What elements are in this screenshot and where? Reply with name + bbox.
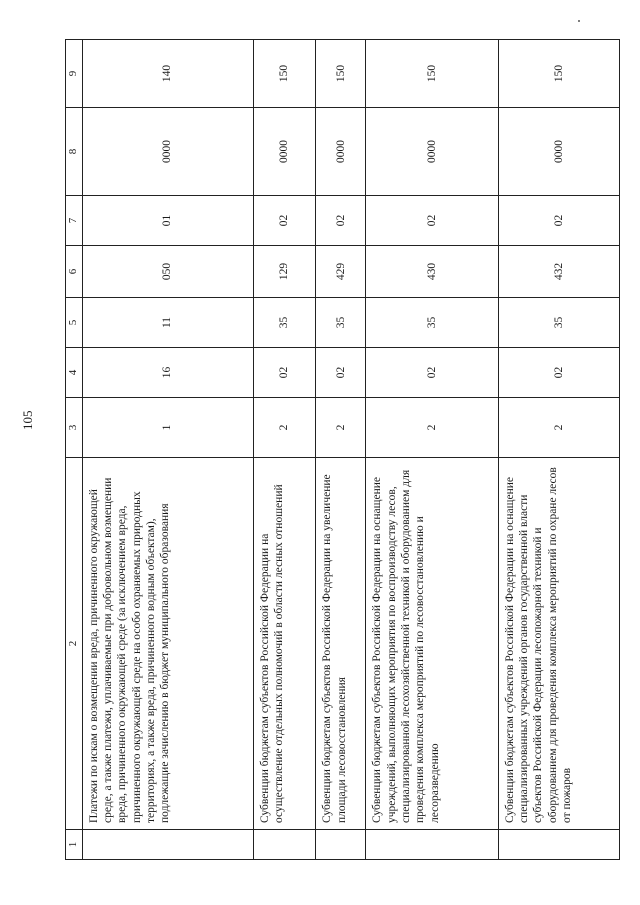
- cell-col9: 150: [316, 40, 366, 108]
- cell-col7: 02: [366, 196, 498, 246]
- cell-col6: 430: [366, 246, 498, 298]
- cell-col6: 432: [498, 246, 619, 298]
- table-header-row: [66, 40, 83, 860]
- cell-col3: 1: [82, 398, 253, 458]
- cell-col4: 02: [366, 348, 498, 398]
- cell-description: Субвенции бюджетам субъектов Российской Федерации на оснащение учреждений, выполняющих мероприятия по воспроизводству лесов, специализированной лесохозяйственной техникой и оборудованием для проведения комплекса мероприятий по лесовосстановлению и лесоразведению: [366, 458, 498, 830]
- cell-col1: [366, 830, 498, 860]
- header-cell: 6: [66, 246, 83, 298]
- header-cell: 3: [66, 398, 83, 458]
- cell-col4: 02: [253, 348, 316, 398]
- cell-col4: 02: [316, 348, 366, 398]
- cell-col9: 140: [82, 40, 253, 108]
- cell-col8: 0000: [253, 108, 316, 196]
- header-cell: 5: [66, 298, 83, 348]
- cell-description: Субвенции бюджетам субъектов Российской Федерации на увеличение площади лесовосстановления: [316, 458, 366, 830]
- table-row: [316, 40, 366, 860]
- table-row: [82, 40, 253, 860]
- cell-col9: 150: [498, 40, 619, 108]
- table-row: [253, 40, 316, 860]
- cell-col4: 16: [82, 348, 253, 398]
- header-cell: 2: [66, 458, 83, 830]
- cell-col9: 150: [366, 40, 498, 108]
- cell-col4: 02: [498, 348, 619, 398]
- header-cell: 4: [66, 348, 83, 398]
- cell-col3: 2: [498, 398, 619, 458]
- header-cell: 1: [66, 830, 83, 860]
- cell-col9: 150: [253, 40, 316, 108]
- cell-col1: [316, 830, 366, 860]
- table-row: [498, 40, 619, 860]
- cell-col1: [82, 830, 253, 860]
- rotated-table-container: [65, 40, 620, 860]
- cell-col3: 2: [366, 398, 498, 458]
- cell-col6: 129: [253, 246, 316, 298]
- table-sheet: [65, 40, 620, 860]
- cell-col7: 02: [253, 196, 316, 246]
- cell-col3: 2: [253, 398, 316, 458]
- cell-col8: 0000: [366, 108, 498, 196]
- cell-col5: 35: [498, 298, 619, 348]
- scan-dot: [578, 20, 580, 22]
- cell-description: Платежи по искам о возмещении вреда, причиненного окружающей среде, а также платежи, уплачиваемые при добровольном возмещении вреда, причиненного окружающей среде (за исключением вреда, причиненного окружающей среде на особо охраняемых природных территориях, а также вреда, причиненного водным объектам), подлежащие зачислению в бюджет муниципального образования: [82, 458, 253, 830]
- budget-table: [65, 39, 620, 860]
- page-number: 105: [20, 410, 35, 430]
- cell-col8: 0000: [82, 108, 253, 196]
- cell-col5: 35: [253, 298, 316, 348]
- header-cell: 7: [66, 196, 83, 246]
- table-row: [366, 40, 498, 860]
- cell-col8: 0000: [316, 108, 366, 196]
- cell-col6: 050: [82, 246, 253, 298]
- cell-col5: 35: [366, 298, 498, 348]
- cell-col6: 429: [316, 246, 366, 298]
- cell-description: Субвенции бюджетам субъектов Российской Федерации на оснащение специализированных учреждений органов государственной власти субъектов Российской Федерации лесопожарной техникой и оборудованием для проведения комплекса мероприятий по охране лесов от пожаров: [498, 458, 619, 830]
- cell-col1: [498, 830, 619, 860]
- cell-col5: 11: [82, 298, 253, 348]
- cell-col7: 01: [82, 196, 253, 246]
- header-cell: 8: [66, 108, 83, 196]
- cell-col3: 2: [316, 398, 366, 458]
- header-cell: 9: [66, 40, 83, 108]
- cell-description: Субвенции бюджетам субъектов Российской Федерации на осуществление отдельных полномочий в области лесных отношений: [253, 458, 316, 830]
- cell-col7: 02: [316, 196, 366, 246]
- cell-col1: [253, 830, 316, 860]
- cell-col5: 35: [316, 298, 366, 348]
- cell-col7: 02: [498, 196, 619, 246]
- cell-col8: 0000: [498, 108, 619, 196]
